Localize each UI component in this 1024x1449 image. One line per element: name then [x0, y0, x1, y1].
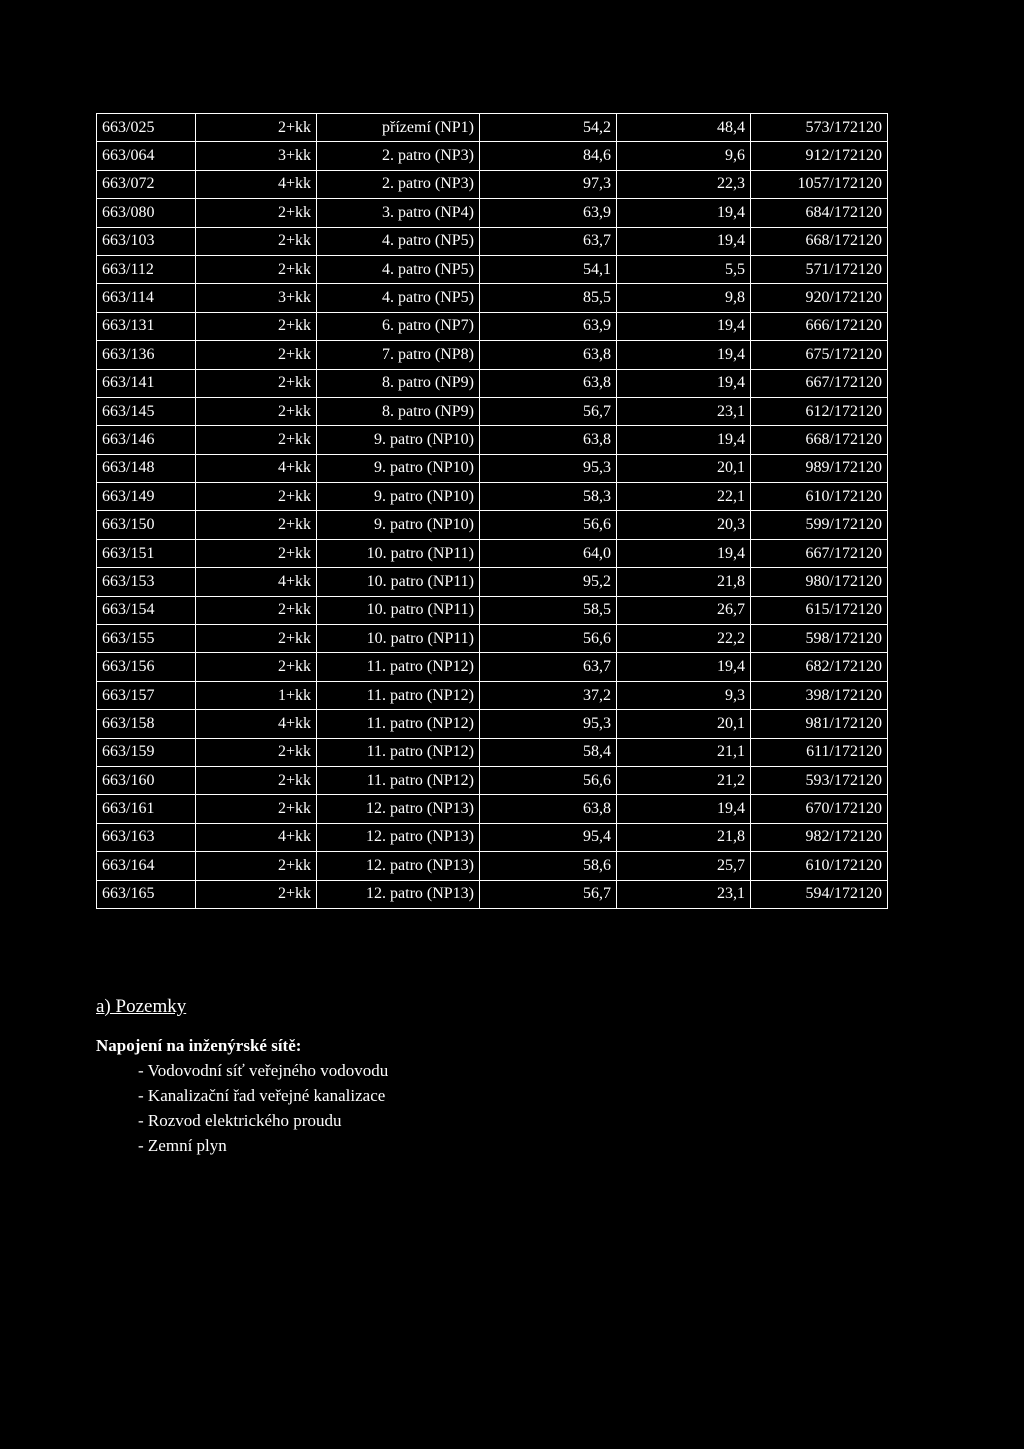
unit-id-cell: 663/114: [97, 284, 196, 312]
table-row: [97, 397, 888, 425]
share-cell: 615/172120: [751, 596, 888, 624]
extra-area-cell: 21,2: [617, 766, 751, 794]
unit-id-cell: 663/072: [97, 170, 196, 198]
floor-cell: 9. patro (NP10): [317, 454, 480, 482]
floor-cell: 12. patro (NP13): [317, 880, 480, 908]
area-cell: 54,2: [480, 114, 617, 142]
floor-cell: 2. patro (NP3): [317, 142, 480, 170]
share-cell: 398/172120: [751, 681, 888, 709]
area-cell: 85,5: [480, 284, 617, 312]
floor-cell: 10. patro (NP11): [317, 568, 480, 596]
extra-area-cell: 22,2: [617, 625, 751, 653]
share-cell: 668/172120: [751, 426, 888, 454]
unit-type-cell: 2+kk: [196, 738, 317, 766]
table-row: [97, 454, 888, 482]
extra-area-cell: 19,4: [617, 341, 751, 369]
unit-type-cell: 2+kk: [196, 511, 317, 539]
area-cell: 58,3: [480, 483, 617, 511]
unit-id-cell: 663/159: [97, 738, 196, 766]
share-cell: 599/172120: [751, 511, 888, 539]
section-heading: a) Pozemky: [96, 996, 187, 1017]
unit-type-cell: 3+kk: [196, 284, 317, 312]
floor-cell: 10. patro (NP11): [317, 539, 480, 567]
unit-type-cell: 2+kk: [196, 596, 317, 624]
unit-type-cell: 2+kk: [196, 766, 317, 794]
unit-id-cell: 663/153: [97, 568, 196, 596]
unit-type-cell: 2+kk: [196, 341, 317, 369]
unit-id-cell: 663/146: [97, 426, 196, 454]
area-cell: 63,8: [480, 341, 617, 369]
unit-id-cell: 663/155: [97, 625, 196, 653]
unit-id-cell: 663/154: [97, 596, 196, 624]
table-row: [97, 114, 888, 142]
table-row: [97, 170, 888, 198]
table-row: [97, 511, 888, 539]
share-cell: 684/172120: [751, 199, 888, 227]
unit-type-cell: 2+kk: [196, 795, 317, 823]
unit-type-cell: 2+kk: [196, 852, 317, 880]
extra-area-cell: 20,1: [617, 454, 751, 482]
unit-type-cell: 2+kk: [196, 426, 317, 454]
table-row: [97, 341, 888, 369]
share-cell: 675/172120: [751, 341, 888, 369]
table-row: [97, 795, 888, 823]
share-cell: 667/172120: [751, 369, 888, 397]
floor-cell: 4. patro (NP5): [317, 227, 480, 255]
unit-type-cell: 2+kk: [196, 255, 317, 283]
extra-area-cell: 19,4: [617, 312, 751, 340]
unit-type-cell: 3+kk: [196, 142, 317, 170]
area-cell: 95,3: [480, 710, 617, 738]
area-cell: 63,8: [480, 795, 617, 823]
unit-type-cell: 4+kk: [196, 170, 317, 198]
share-cell: 594/172120: [751, 880, 888, 908]
floor-cell: 12. patro (NP13): [317, 823, 480, 851]
table-row: [97, 255, 888, 283]
unit-id-cell: 663/150: [97, 511, 196, 539]
area-cell: 95,4: [480, 823, 617, 851]
unit-type-cell: 4+kk: [196, 454, 317, 482]
utility-item: - Kanalizační řad veřejné kanalizace: [138, 1086, 386, 1105]
share-cell: 989/172120: [751, 454, 888, 482]
unit-type-cell: 2+kk: [196, 199, 317, 227]
unit-id-cell: 663/149: [97, 483, 196, 511]
floor-cell: 8. patro (NP9): [317, 369, 480, 397]
floor-cell: 6. patro (NP7): [317, 312, 480, 340]
floor-cell: 9. patro (NP10): [317, 511, 480, 539]
extra-area-cell: 19,4: [617, 199, 751, 227]
extra-area-cell: 21,8: [617, 568, 751, 596]
table-row: [97, 426, 888, 454]
area-cell: 56,7: [480, 397, 617, 425]
unit-id-cell: 663/025: [97, 114, 196, 142]
floor-cell: 12. patro (NP13): [317, 795, 480, 823]
floor-cell: 7. patro (NP8): [317, 341, 480, 369]
floor-cell: 4. patro (NP5): [317, 284, 480, 312]
table-row: [97, 653, 888, 681]
area-cell: 58,6: [480, 852, 617, 880]
unit-id-cell: 663/064: [97, 142, 196, 170]
unit-type-cell: 2+kk: [196, 653, 317, 681]
floor-cell: 11. patro (NP12): [317, 738, 480, 766]
extra-area-cell: 19,4: [617, 653, 751, 681]
area-cell: 64,0: [480, 539, 617, 567]
area-cell: 63,9: [480, 312, 617, 340]
unit-id-cell: 663/163: [97, 823, 196, 851]
table-row: [97, 766, 888, 794]
unit-id-cell: 663/112: [97, 255, 196, 283]
unit-id-cell: 663/136: [97, 341, 196, 369]
area-cell: 97,3: [480, 170, 617, 198]
floor-cell: přízemí (NP1): [317, 114, 480, 142]
share-cell: 682/172120: [751, 653, 888, 681]
floor-cell: 10. patro (NP11): [317, 596, 480, 624]
area-cell: 58,5: [480, 596, 617, 624]
utility-item: - Vodovodní síť veřejného vodovodu: [138, 1061, 389, 1080]
units-table: [96, 113, 888, 909]
unit-id-cell: 663/148: [97, 454, 196, 482]
share-cell: 612/172120: [751, 397, 888, 425]
table-row: [97, 880, 888, 908]
unit-id-cell: 663/151: [97, 539, 196, 567]
area-cell: 58,4: [480, 738, 617, 766]
table-row: [97, 681, 888, 709]
unit-type-cell: 4+kk: [196, 823, 317, 851]
extra-area-cell: 19,4: [617, 426, 751, 454]
area-cell: 56,6: [480, 625, 617, 653]
area-cell: 84,6: [480, 142, 617, 170]
share-cell: 573/172120: [751, 114, 888, 142]
extra-area-cell: 19,4: [617, 369, 751, 397]
area-cell: 56,6: [480, 766, 617, 794]
table-row: [97, 596, 888, 624]
extra-area-cell: 9,8: [617, 284, 751, 312]
unit-type-cell: 2+kk: [196, 880, 317, 908]
table-row: [97, 369, 888, 397]
share-cell: 666/172120: [751, 312, 888, 340]
extra-area-cell: 22,1: [617, 483, 751, 511]
floor-cell: 12. patro (NP13): [317, 852, 480, 880]
unit-id-cell: 663/161: [97, 795, 196, 823]
area-cell: 63,7: [480, 227, 617, 255]
units-table-body: [97, 114, 888, 909]
share-cell: 1057/172120: [751, 170, 888, 198]
share-cell: 610/172120: [751, 852, 888, 880]
floor-cell: 11. patro (NP12): [317, 681, 480, 709]
unit-id-cell: 663/141: [97, 369, 196, 397]
utilities-subheading: Napojení na inženýrské sítě:: [96, 1036, 302, 1055]
floor-cell: 9. patro (NP10): [317, 483, 480, 511]
share-cell: 920/172120: [751, 284, 888, 312]
share-cell: 571/172120: [751, 255, 888, 283]
unit-id-cell: 663/164: [97, 852, 196, 880]
area-cell: 95,2: [480, 568, 617, 596]
extra-area-cell: 21,1: [617, 738, 751, 766]
unit-id-cell: 663/157: [97, 681, 196, 709]
share-cell: 980/172120: [751, 568, 888, 596]
unit-type-cell: 2+kk: [196, 114, 317, 142]
share-cell: 610/172120: [751, 483, 888, 511]
utility-item: - Rozvod elektrického proudu: [138, 1111, 342, 1130]
table-row: [97, 823, 888, 851]
land-section: [96, 996, 388, 1158]
floor-cell: 4. patro (NP5): [317, 255, 480, 283]
extra-area-cell: 9,3: [617, 681, 751, 709]
unit-id-cell: 663/145: [97, 397, 196, 425]
table-row: [97, 312, 888, 340]
area-cell: 63,7: [480, 653, 617, 681]
unit-id-cell: 663/158: [97, 710, 196, 738]
table-row: [97, 625, 888, 653]
extra-area-cell: 19,4: [617, 795, 751, 823]
floor-cell: 2. patro (NP3): [317, 170, 480, 198]
floor-cell: 8. patro (NP9): [317, 397, 480, 425]
unit-id-cell: 663/156: [97, 653, 196, 681]
area-cell: 63,9: [480, 199, 617, 227]
unit-id-cell: 663/165: [97, 880, 196, 908]
table-row: [97, 568, 888, 596]
share-cell: 981/172120: [751, 710, 888, 738]
share-cell: 667/172120: [751, 539, 888, 567]
utility-list: [96, 1058, 388, 1158]
extra-area-cell: 19,4: [617, 227, 751, 255]
extra-area-cell: 22,3: [617, 170, 751, 198]
area-cell: 63,8: [480, 369, 617, 397]
table-row: [97, 852, 888, 880]
floor-cell: 11. patro (NP12): [317, 766, 480, 794]
unit-type-cell: 1+kk: [196, 681, 317, 709]
share-cell: 912/172120: [751, 142, 888, 170]
unit-type-cell: 2+kk: [196, 369, 317, 397]
unit-type-cell: 2+kk: [196, 483, 317, 511]
area-cell: 56,7: [480, 880, 617, 908]
share-cell: 593/172120: [751, 766, 888, 794]
floor-cell: 3. patro (NP4): [317, 199, 480, 227]
floor-cell: 10. patro (NP11): [317, 625, 480, 653]
unit-type-cell: 2+kk: [196, 312, 317, 340]
table-row: [97, 483, 888, 511]
unit-type-cell: 2+kk: [196, 397, 317, 425]
extra-area-cell: 5,5: [617, 255, 751, 283]
extra-area-cell: 26,7: [617, 596, 751, 624]
share-cell: 598/172120: [751, 625, 888, 653]
unit-id-cell: 663/131: [97, 312, 196, 340]
utility-item: - Zemní plyn: [138, 1136, 227, 1155]
floor-cell: 11. patro (NP12): [317, 653, 480, 681]
floor-cell: 9. patro (NP10): [317, 426, 480, 454]
share-cell: 611/172120: [751, 738, 888, 766]
share-cell: 670/172120: [751, 795, 888, 823]
extra-area-cell: 19,4: [617, 539, 751, 567]
extra-area-cell: 20,3: [617, 511, 751, 539]
table-row: [97, 199, 888, 227]
table-row: [97, 284, 888, 312]
unit-type-cell: 2+kk: [196, 539, 317, 567]
extra-area-cell: 9,6: [617, 142, 751, 170]
table-row: [97, 738, 888, 766]
floor-cell: 11. patro (NP12): [317, 710, 480, 738]
extra-area-cell: 25,7: [617, 852, 751, 880]
table-row: [97, 227, 888, 255]
unit-type-cell: 2+kk: [196, 227, 317, 255]
unit-type-cell: 4+kk: [196, 568, 317, 596]
table-row: [97, 539, 888, 567]
area-cell: 63,8: [480, 426, 617, 454]
extra-area-cell: 20,1: [617, 710, 751, 738]
unit-id-cell: 663/160: [97, 766, 196, 794]
area-cell: 95,3: [480, 454, 617, 482]
share-cell: 668/172120: [751, 227, 888, 255]
unit-type-cell: 4+kk: [196, 710, 317, 738]
extra-area-cell: 23,1: [617, 397, 751, 425]
unit-id-cell: 663/080: [97, 199, 196, 227]
share-cell: 982/172120: [751, 823, 888, 851]
extra-area-cell: 23,1: [617, 880, 751, 908]
table-row: [97, 142, 888, 170]
unit-type-cell: 2+kk: [196, 625, 317, 653]
unit-id-cell: 663/103: [97, 227, 196, 255]
extra-area-cell: 48,4: [617, 114, 751, 142]
table-row: [97, 710, 888, 738]
extra-area-cell: 21,8: [617, 823, 751, 851]
area-cell: 37,2: [480, 681, 617, 709]
area-cell: 54,1: [480, 255, 617, 283]
area-cell: 56,6: [480, 511, 617, 539]
